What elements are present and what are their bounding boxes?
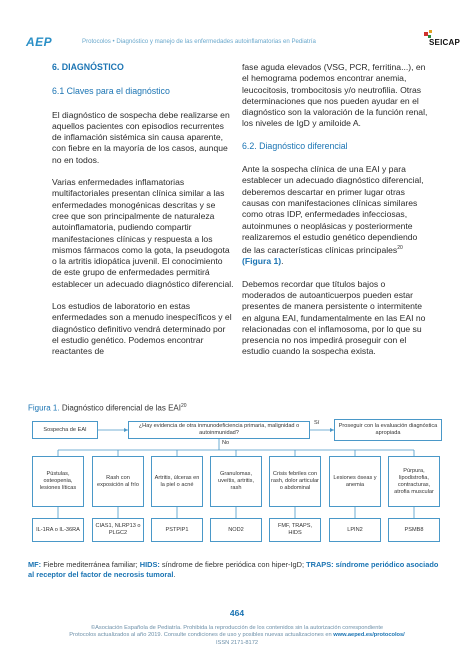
continue-evaluation-box: Proseguir con la evaluación diagnóstica apropiada [334,419,442,441]
paragraph: Varias enfermedades inflamatorias multifactoriales presentan clínica similar a las enfermedades monogénicas descritas y se cree que son principalmente de naturaleza autoinflamatoria, pudiendo compartir manifestaciones clínicas y respuesta a los mismos fármacos como la gota, la pseudogota o la artritis idiopática juvenil. El conocimiento de este grupo de enfermedades permitirá establecer un adecuado diagnóstico diferencial. [52,177,234,289]
gene-box: NOD2 [210,518,262,542]
gene-box: IL-1RA o IL-36RA [32,518,84,542]
section-heading: 6. DIAGNÓSTICO [52,62,124,72]
protocols-link[interactable]: www.aeped.es/protocolos/ [333,632,405,639]
aep-logo: AEP [26,35,53,49]
figure-caption-title: Diagnóstico diferencial de las EAI [61,403,181,413]
page-header [20,16,460,52]
header-subtitle: • Diagnóstico y manejo de las enfermedades autoinflamatorias en Pediatría [112,38,316,45]
update-line [0,632,474,639]
gene-box: PSMB8 [388,518,440,542]
paragraph: Los estudios de laboratorio en estas enfermedades son a menudo inespecíficos y el diagnóstico definitivo vendrá determinado por el estudio genético. Podemos encontrar reactantes de [52,301,232,357]
issn-line: ISSN 2171-8172 [215,639,259,646]
figure-link[interactable]: (Figura 1) [242,256,282,267]
paragraph: fase aguda elevados (VSG, PCR, ferritina...), en el hemograma podemos encontrar anemia, leucocitosis, trombocitosis y/o neutrofilia. Otras determinaciones que nos pueden ayudar en el diagnóstico son la valoración de la función renal, los niveles de IgD y amiloide A. [242,62,428,129]
suspect-eai-box: Sospecha de EAI [32,421,98,439]
figure-label: Figura 1. [28,403,60,413]
abbr-text: Fiebre mediterránea familiar; [41,560,140,569]
abbr-key: MF: [28,560,42,569]
phenotype-box: Rash con exposición al frío [92,456,144,507]
abbr-text: . [173,570,176,579]
evidence-question-box: ¿Hay evidencia de otra inmunodeficiencia primaria, malignidad o autoinmunidad? [128,421,310,439]
figure-reference: 20 [181,403,187,409]
paragraph: El diagnóstico de sospecha debe realizarse en aquellos pacientes con episodios recurrentes de inflamación sistémica sin causa aparente, con fiebre en la mayoría de los casos, aunque no en todos. [52,109,230,165]
abbr-key: HIDS: [139,560,160,569]
gene-box: LPIN2 [329,518,381,542]
phenotype-box: Crisis febriles con rash, dolor articular o abdominal [269,456,321,507]
paragraph-end: . [281,256,284,267]
phenotype-box: Granulomas, uveítis, artritis, rash [210,456,262,507]
paragraph [242,164,428,268]
header-section: Protocolos [82,38,111,45]
paragraph-text: Ante la sospecha clínica de una EAI y para establecer un adecuado diagnóstico diferencial, deberemos descartar en primer lugar otras causas con manifestaciones clínicas similares como otras IDP, enfermedades infecciosas, autoinmunes o neoplásicas y posteriormente realizaremos el estudio genético dependiendo de las características clínicas principales [242,164,424,256]
phenotype-box: Artritis, úlceras en la piel o acné [151,456,203,507]
subsection-heading: 6.1 Claves para el diagnóstico [52,86,170,97]
seicap-logo-text: SEICAP [429,38,460,47]
right-column [242,62,428,369]
figure-title [28,403,187,413]
yes-label: Sí [314,420,320,426]
gene-box: FMF, TRAPS, HIDS [269,518,321,542]
figure-abbreviations [28,560,446,580]
update-text: Protocolos actualizados al año 2019. Consulte condiciones de uso y posibles nuevas actualizaciones en [69,632,334,639]
phenotype-box: Pústulas, osteopenia, lesiones líticas [32,456,84,507]
abbr-text: síndrome de fiebre periódica con hiper-IgD; [159,560,307,569]
page-footer [0,625,474,647]
paragraph: Debemos recordar que títulos bajos o moderados de autoanticuerpos pueden estar presentes de manera persistente o intermitente en alguna EAI, fundamentalmente en las EAI no relacionadas con el inflamosoma, por lo que su presencia no nos impedirá proseguir con el estudio cuando la sospecha exista. [242,278,426,357]
phenotype-box: Púrpura, lipodistrofia, contracturas, atrofia muscular [388,456,440,507]
header-title [82,38,316,45]
abbr-key: TRAPS: síndrome periódico asociado al receptor del factor de necrosis tumoral [28,560,439,579]
page-number: 464 [229,608,245,618]
gene-box: CIAS1, NLRP13 o PLGC2 [92,518,144,542]
no-label: No [222,440,230,446]
reference-superscript: 20 [397,245,403,252]
copyright-line: ©Asociación Española de Pediatría. Prohibida la reproducción de los contenidos sin la autorización correspondiente [90,625,384,631]
phenotype-box: Lesiones óseas y anemia [329,456,381,507]
subsection-heading: 6.2. Diagnóstico diferencial [242,140,348,151]
differential-diagnosis-flowchart [28,416,446,544]
gene-box: PSTPIP1 [151,518,203,542]
left-column [52,62,234,369]
